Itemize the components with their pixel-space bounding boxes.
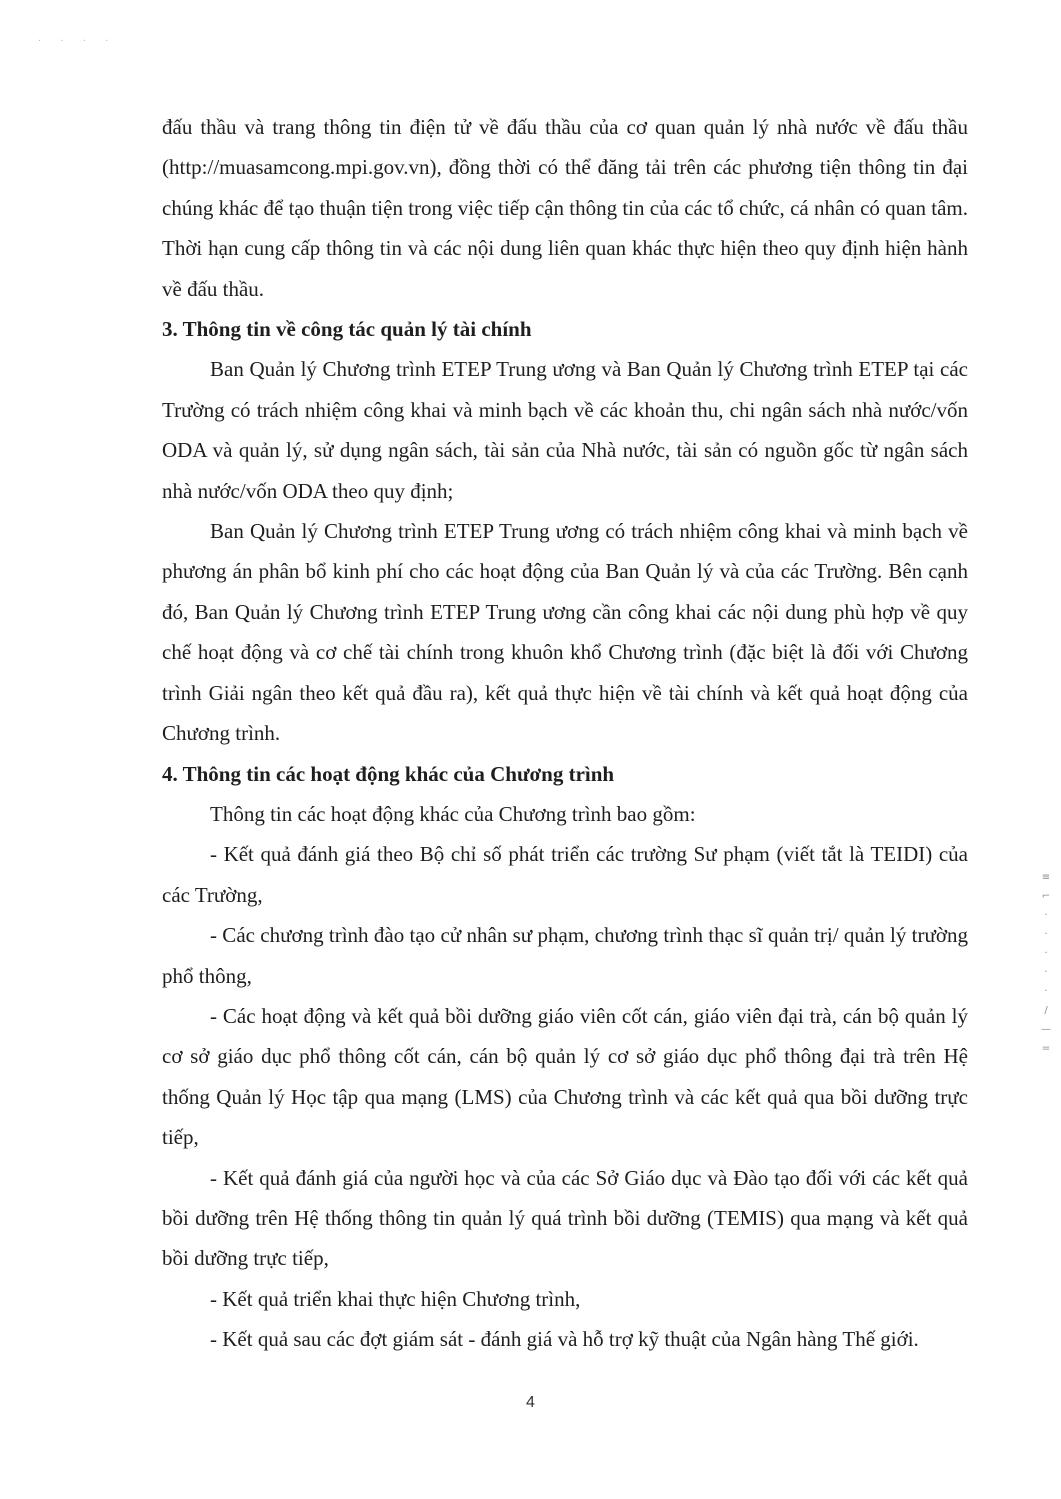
paragraph-other-activities-intro: Thông tin các hoạt động khác của Chương trình bao gồm: xyxy=(210,801,696,826)
paragraph-financial-transparency: Ban Quản lý Chương trình ETEP Trung ương và Ban Quản lý Chương trình ETEP tại các Trường có trách nhiệm công khai và minh bạch về các khoản thu, chi ngân sách nhà nước/vốn ODA và quản lý, sử dụng ngân sách, tài sản của Nhà nước, tài sản có nguồn gốc từ ngân sách nhà nước/vốn ODA theo quy định; xyxy=(162,357,968,503)
scan-edge-artifact: ≡ ⌐ · · · · · / — = xyxy=(1041,872,1051,1054)
scan-artifact: · · · · xyxy=(38,36,117,47)
page-number: 4 xyxy=(526,1394,535,1411)
list-item-teidi: - Kết quả đánh giá theo Bộ chỉ số phát triển các trường Sư phạm (viết tắt là TEIDI) của các Trường, xyxy=(162,842,968,907)
list-item-world-bank-monitoring: - Kết quả sau các đợt giám sát - đánh giá và hỗ trợ kỹ thuật của Ngân hàng Thế giới. xyxy=(210,1327,919,1352)
heading-financial-management: 3. Thông tin về công tác quản lý tài chính xyxy=(162,317,532,342)
list-item-training-programs: - Các chương trình đào tạo cử nhân sư phạm, chương trình thạc sĩ quản trị/ quản lý trường phổ thông, xyxy=(162,923,968,988)
paragraph-budget-allocation: Ban Quản lý Chương trình ETEP Trung ương có trách nhiệm công khai và minh bạch về phương án phân bổ kinh phí cho các hoạt động của Ban Quản lý và của các Trường. Bên cạnh đó, Ban Quản lý Chương trình ETEP Trung ương cần công khai các nội dung phù hợp về quy chế hoạt động và cơ chế tài chính trong khuôn khổ Chương trình (đặc biệt là đối với Chương trình Giải ngân theo kết quả đầu ra), kết quả thực hiện về tài chính và kết quả hoạt động của Chương trình. xyxy=(162,519,968,746)
list-item-implementation: - Kết quả triển khai thực hiện Chương trình, xyxy=(210,1286,581,1311)
heading-other-activities: 4. Thông tin các hoạt động khác của Chương trình xyxy=(162,761,615,786)
document-body xyxy=(162,107,968,1360)
list-item-lms-training: - Các hoạt động và kết quả bồi dưỡng giáo viên cốt cán, giáo viên đại trà, cán bộ quản lý cơ sở giáo dục phổ thông cốt cán, cán bộ quản lý cơ sở giáo dục phổ thông đại trà trên Hệ thống Quản lý Học tập qua mạng (LMS) của Chương trình và các kết quả qua bồi dưỡng trực tiếp, xyxy=(162,1003,968,1150)
list-item-temis-evaluation: - Kết quả đánh giá của người học và của các Sở Giáo dục và Đào tạo đối với các kết quả bồi dưỡng trên Hệ thống thông tin quản lý quá trình bồi dưỡng (TEMIS) qua mạng và kết quả bồi dưỡng trực tiếp, xyxy=(162,1165,968,1271)
paragraph-procurement-continuation: đấu thầu và trang thông tin điện tử về đấu thầu của cơ quan quản lý nhà nước về đấu thầu (http://muasamcong.mpi.gov.vn), đồng thời có thể đăng tải trên các phương tiện thông tin đại chúng khác để tạo thuận tiện trong việc tiếp cận thông tin của các tổ chức, cá nhân có quan tâm. Thời hạn cung cấp thông tin và các nội dung liên quan khác thực hiện theo quy định hiện hành về đấu thầu. xyxy=(162,115,968,301)
